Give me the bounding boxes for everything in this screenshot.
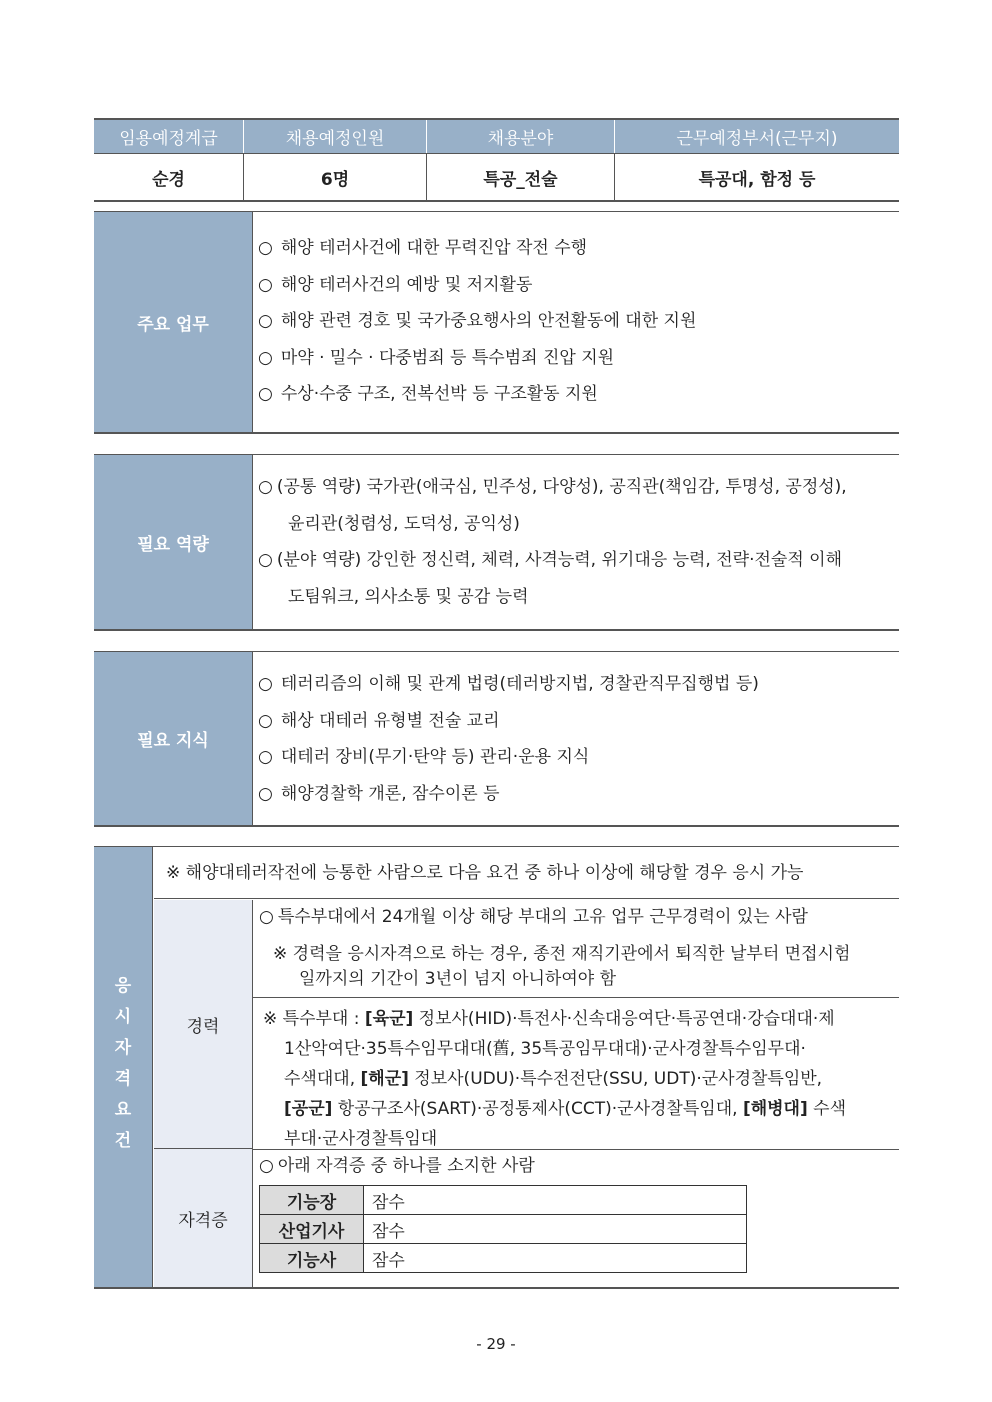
special-units-line: 부대·군사경찰특임대 [284,1129,438,1149]
special-units-body [253,999,899,1148]
career-label: 경력 [154,900,253,1149]
license-field: 잠수 [364,1244,747,1273]
special-units-line: ※ 특수부대 : [육군] 정보사(HID)·특전사·신속대응여단·특공연대·강습대대·제 [263,1009,835,1029]
license-item: ○ 아래 자격증 중 하나를 소지한 사람 [259,1156,535,1176]
requirements-label-char: 응 [114,976,132,996]
list-item: ○ 해양 테러사건에 대한 무력진압 작전 수행 [258,238,588,258]
header-field: 채용분야 [427,119,615,154]
list-item: ○ 수상·수중 구조, 전복선박 등 구조활동 지원 [258,384,598,404]
header-headcount: 채용예정인원 [244,119,427,154]
value-headcount: 6명 [244,154,427,202]
duties-label: 주요 업무 [94,212,253,432]
header-rank: 임용예정계급 [94,119,244,154]
knowledge-section [94,651,899,827]
license-table [259,1185,747,1273]
knowledge-body [253,652,899,825]
license-field: 잠수 [364,1215,747,1244]
table-row [260,1244,747,1273]
license-field: 잠수 [364,1186,747,1215]
special-units-line: [공군] 항공구조사(SART)·공정통제사(CCT)·군사경찰특임대, [해병대] 수색 [284,1099,846,1119]
career-item: ○ 특수부대에서 24개월 이상 해당 부대의 고유 업무 근무경력이 있는 사람 [259,907,808,927]
list-item: ○ (분야 역량) 강인한 정신력, 체력, 사격능력, 위기대응 능력, 전략·전술적 이해 [258,550,842,570]
license-grade: 기능장 [260,1186,364,1215]
table-row [260,1186,747,1215]
special-units-line: 수색대대, [해군] 정보사(UDU)·특수전전단(SSU, UDT)·군사경찰특임반, [284,1069,823,1089]
license-grade: 기능사 [260,1244,364,1273]
career-body [253,900,899,998]
knowledge-label: 필요 지식 [94,652,253,825]
license-label: 자격증 [154,1149,253,1287]
requirements-label-char: 격 [114,1069,132,1089]
list-item: ○ 마약 · 밀수 · 다중범죄 등 특수범죄 진압 지원 [258,347,615,368]
license-grade: 산업기사 [260,1215,364,1244]
requirements-label-char: 건 [114,1131,132,1151]
competency-label: 필요 역량 [94,455,253,629]
list-item: ○ (공통 역량) 국가관(애국심, 민주성, 다양성), 공직관(책임감, 투명성, 공정성), [258,477,847,497]
header-department: 근무예정부서(근무지) [615,119,900,154]
list-item: ○ 해양 테러사건의 예방 및 저지활동 [258,274,533,295]
page-number: - 29 - [476,1335,516,1353]
duties-section [94,211,899,434]
requirements-note: ※ 해양대테러작전에 능통한 사람으로 다음 요건 중 하나 이상에 해당할 경우 응시 가능 [154,847,899,899]
requirements-label [94,847,153,1287]
list-item: ○ 대테러 장비(무기·탄약 등) 관리·운용 지식 [258,747,590,767]
table-row [260,1215,747,1244]
list-item: ○ 해양 관련 경호 및 국가중요행사의 안전활동에 대한 지원 [258,311,697,331]
position-summary-table [94,118,899,202]
requirements-label-char: 시 [114,1007,132,1027]
special-units-line: 1산악여단·35특수임무대대(舊, 35특공임무대대)·군사경찰특수임무대· [284,1039,806,1059]
list-item-continuation: 도팀워크, 의사소통 및 공감 능력 [288,586,529,607]
value-rank: 순경 [94,154,244,202]
list-item: ○ 해상 대테러 유형별 전술 교리 [258,710,500,731]
requirements-label-char: 자 [114,1038,132,1058]
list-item: ○ 해양경찰학 개론, 잠수이론 등 [258,783,500,804]
list-item-continuation: 윤리관(청렴성, 도덕성, 공익성) [288,513,520,534]
value-department: 특공대, 함정 등 [615,154,900,202]
requirements-section [94,846,899,1289]
duties-body [253,212,899,432]
career-note-line1: ※ 경력을 응시자격으로 하는 경우, 종전 재직기관에서 퇴직한 날부터 면접시험 [273,944,851,964]
career-note-line2: 일까지의 기간이 3년이 넘지 아니하여야 함 [299,969,617,989]
requirements-label-char: 요 [114,1100,132,1120]
list-item: ○ 테러리즘의 이해 및 관계 법령(테러방지법, 경찰관직무집행법 등) [258,674,759,694]
competency-section [94,454,899,631]
competency-body [253,455,899,629]
value-field: 특공_전술 [427,154,615,202]
